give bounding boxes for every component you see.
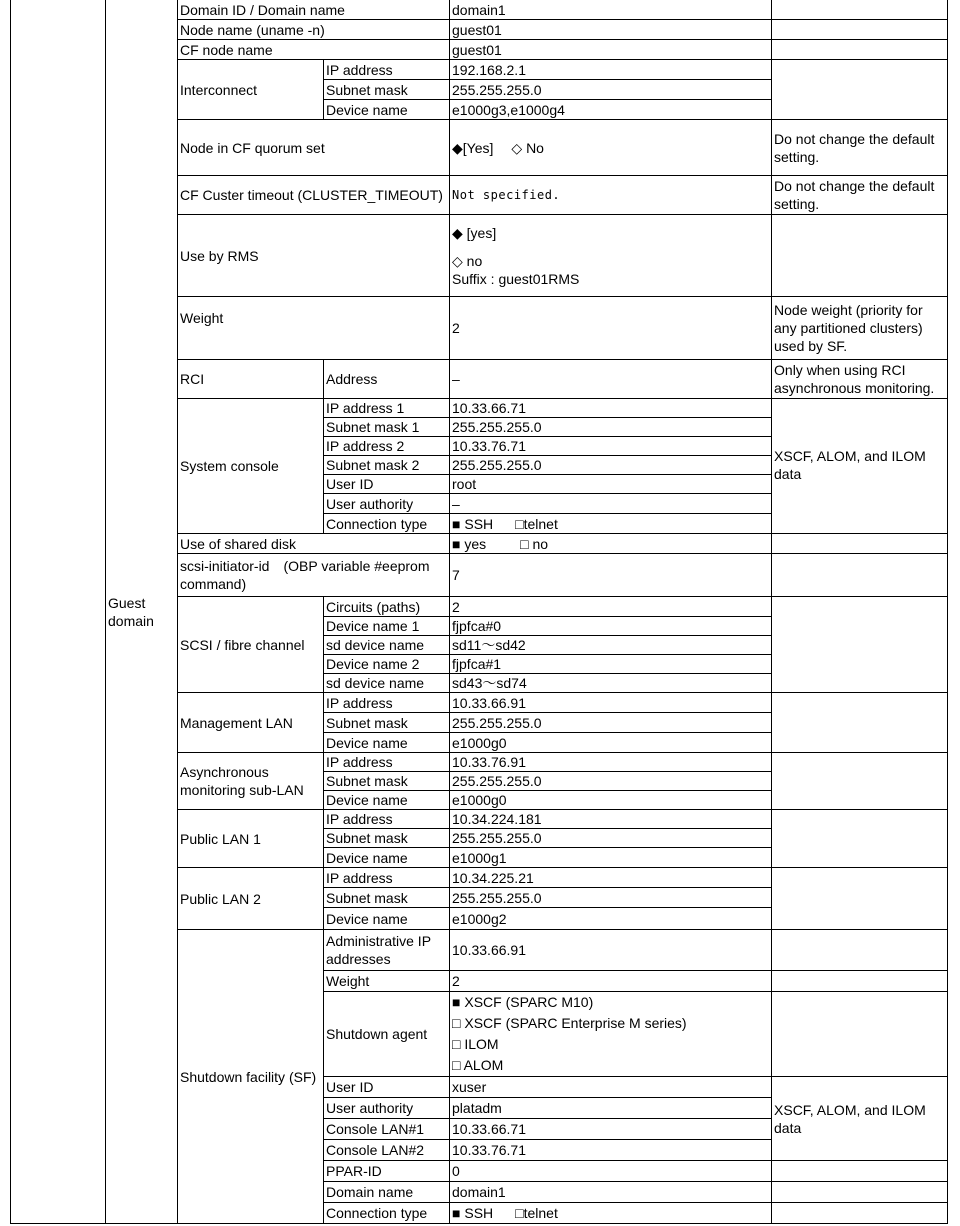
timeout-value: Not specified.: [450, 176, 772, 215]
console-label: System console: [178, 399, 324, 534]
pub-lan1-ip-value: 10.34.224.181: [450, 810, 772, 829]
mgmt-lan-mask-label: Subnet mask: [324, 713, 450, 733]
scsi-sd2-value: sd43～sd74: [450, 674, 772, 693]
node-name-value: guest01: [450, 20, 772, 40]
scsi-id-note: [772, 554, 948, 597]
scsi-note: [772, 597, 948, 693]
sf-note: XSCF, ALOM, and ILOM data: [772, 1077, 948, 1161]
async-lan-mask-value: 255.255.255.0: [450, 772, 772, 791]
sf-ssh-option: ■ SSH: [452, 1205, 494, 1221]
shared-disk-value: [450, 534, 772, 554]
scsi-paths-value: 2: [450, 597, 772, 617]
sf-uid-value: xuser: [450, 1077, 772, 1098]
scsi-dev2-value: fjpfca#1: [450, 655, 772, 674]
sf-lan2-label: Console LAN#2: [324, 1140, 450, 1161]
timeout-note: Do not change the default setting.: [772, 176, 948, 215]
interconnect-mask-label: Subnet mask: [324, 80, 450, 100]
section-label-guest-domain: Guest domain: [106, 0, 178, 1224]
quorum-value: [450, 120, 772, 176]
mgmt-lan-label: Management LAN: [178, 693, 324, 753]
scsi-sd1-label: sd device name: [324, 636, 450, 655]
scsi-dev1-label: Device name 1: [324, 617, 450, 636]
async-lan-mask-label: Subnet mask: [324, 772, 450, 791]
rms-suffix: Suffix : guest01RMS: [452, 270, 580, 287]
left-blank-column: [11, 0, 106, 1224]
console-mask2-label: Subnet mask 2: [324, 456, 450, 475]
rci-label: RCI: [178, 360, 324, 399]
pub-lan2-ip-value: 10.34.225.21: [450, 868, 772, 888]
console-conn-value: [450, 514, 772, 534]
console-uid-value: root: [450, 475, 772, 494]
cf-node-name-note: [772, 40, 948, 60]
async-lan-ip-value: 10.33.76.91: [450, 753, 772, 772]
scsi-dev2-label: Device name 2: [324, 655, 450, 674]
sf-dom-value: domain1: [450, 1182, 772, 1203]
console-ip1-label: IP address 1: [324, 399, 450, 418]
pub-lan1-dev-value: e1000g1: [450, 848, 772, 868]
console-ip2-value: 10.33.76.71: [450, 437, 772, 456]
mgmt-lan-dev-value: e1000g0: [450, 733, 772, 753]
sf-uid-label: User ID: [324, 1077, 450, 1098]
rci-address-label: Address: [324, 360, 450, 399]
sf-label: Shutdown facility (SF): [178, 930, 324, 1224]
sf-lan2-value: 10.33.76.71: [450, 1140, 772, 1161]
interconnect-ip-label: IP address: [324, 60, 450, 80]
sf-weight-label: Weight: [324, 971, 450, 992]
interconnect-label: Interconnect: [178, 60, 324, 120]
console-mask1-value: 255.255.255.0: [450, 418, 772, 437]
sf-lan1-label: Console LAN#1: [324, 1119, 450, 1140]
interconnect-device-value: e1000g3,e1000g4: [450, 100, 772, 120]
node-name-note: [772, 20, 948, 40]
sf-agent-value: [450, 992, 772, 1077]
domain-note: [772, 0, 948, 20]
cf-node-name-label: CF node name: [178, 40, 450, 60]
scsi-sd1-value: sd11～sd42: [450, 636, 772, 655]
console-ssh-option: ■ SSH: [452, 515, 494, 532]
mgmt-lan-dev-label: Device name: [324, 733, 450, 753]
quorum-label: Node in CF quorum set: [178, 120, 450, 176]
interconnect-mask-value: 255.255.255.0: [450, 80, 772, 100]
rci-address-value: –: [450, 360, 772, 399]
sf-conn-value: [450, 1203, 772, 1224]
pub-lan1-note: [772, 810, 948, 868]
sf-ppar-value: 0: [450, 1161, 772, 1182]
cf-node-name-value: guest01: [450, 40, 772, 60]
interconnect-device-label: Device name: [324, 100, 450, 120]
pub-lan1-label: Public LAN 1: [178, 810, 324, 868]
rms-note: [772, 215, 948, 297]
sf-ppar-label: PPAR-ID: [324, 1161, 450, 1182]
pub-lan1-ip-label: IP address: [324, 810, 450, 829]
weight-value: 2: [450, 297, 772, 360]
interconnect-note: [772, 60, 948, 120]
pub-lan2-dev-value: e1000g2: [450, 908, 772, 930]
weight-label: Weight: [178, 297, 450, 360]
mgmt-lan-mask-value: 255.255.255.0: [450, 713, 772, 733]
quorum-note: Do not change the default setting.: [772, 120, 948, 176]
sf-auth-value: platadm: [450, 1098, 772, 1119]
sf-admin-ip-value: 10.33.66.91: [450, 930, 772, 971]
shared-disk-no-option: □ no: [520, 535, 549, 552]
scsi-sd2-label: sd device name: [324, 674, 450, 693]
async-lan-label: Asynchronous monitoring sub-LAN: [178, 753, 324, 810]
scsi-dev1-value: fjpfca#0: [450, 617, 772, 636]
node-name-label: Node name (uname -n): [178, 20, 450, 40]
pub-lan1-mask-label: Subnet mask: [324, 829, 450, 848]
pub-lan2-ip-label: IP address: [324, 868, 450, 888]
pub-lan2-mask-label: Subnet mask: [324, 888, 450, 908]
console-uid-label: User ID: [324, 475, 450, 494]
timeout-label: CF Custer timeout (CLUSTER_TIMEOUT): [178, 176, 450, 215]
rms-value: [450, 215, 772, 297]
sf-agent-option-xscf-m10: ■ XSCF (SPARC M10): [452, 994, 594, 1010]
sf-weight-note: [772, 971, 948, 992]
domain-value: domain1: [450, 0, 772, 20]
scsi-paths-label: Circuits (paths): [324, 597, 450, 617]
console-ip1-value: 10.33.66.71: [450, 399, 772, 418]
console-conn-label: Connection type: [324, 514, 450, 534]
rms-no-option: ◇ no: [452, 252, 483, 269]
pub-lan2-label: Public LAN 2: [178, 868, 324, 930]
pub-lan1-dev-label: Device name: [324, 848, 450, 868]
console-mask2-value: 255.255.255.0: [450, 456, 772, 475]
console-telnet-option: □telnet: [515, 515, 558, 532]
mgmt-lan-ip-value: 10.33.66.91: [450, 693, 772, 713]
console-auth-value: –: [450, 494, 772, 514]
sf-agent-option-alom: □ ALOM: [452, 1057, 504, 1073]
sf-auth-label: User authority: [324, 1098, 450, 1119]
sf-agent-note: [772, 992, 948, 1077]
scsi-id-value: 7: [450, 554, 772, 597]
weight-note: Node weight (priority for any partitioned clusters) used by SF.: [772, 297, 948, 360]
console-mask1-label: Subnet mask 1: [324, 418, 450, 437]
sf-dom-note: [772, 1182, 948, 1203]
sf-telnet-option: □telnet: [515, 1205, 558, 1221]
console-note: XSCF, ALOM, and ILOM data: [772, 399, 948, 534]
console-ip2-label: IP address 2: [324, 437, 450, 456]
pub-lan2-dev-label: Device name: [324, 908, 450, 930]
sf-lan1-value: 10.33.66.71: [450, 1119, 772, 1140]
async-lan-note: [772, 753, 948, 810]
sf-agent-option-ilom: □ ILOM: [452, 1036, 499, 1052]
sf-conn-label: Connection type: [324, 1203, 450, 1224]
async-lan-ip-label: IP address: [324, 753, 450, 772]
scsi-id-label: scsi-initiator-id (OBP variable #eeprom command): [178, 554, 450, 597]
sf-admin-ip-note: [772, 930, 948, 971]
sf-admin-ip-label: Administrative IP addresses: [324, 930, 450, 971]
configuration-table: [10, 0, 948, 1224]
console-auth-label: User authority: [324, 494, 450, 514]
shared-disk-note: [772, 534, 948, 554]
shared-disk-label: Use of shared disk: [178, 534, 450, 554]
domain-label: Domain ID / Domain name: [178, 0, 450, 20]
pub-lan1-mask-value: 255.255.255.0: [450, 829, 772, 848]
sf-agent-label: Shutdown agent: [324, 992, 450, 1077]
sf-conn-note: [772, 1203, 948, 1224]
rci-note: Only when using RCI asynchronous monitoring.: [772, 360, 948, 399]
rms-label: Use by RMS: [178, 215, 450, 297]
sf-agent-option-xscf-m-series: □ XSCF (SPARC Enterprise M series): [452, 1015, 687, 1031]
quorum-yes-option: ◆[Yes]: [452, 139, 494, 156]
rms-yes-option: ◆ [yes]: [452, 224, 497, 241]
async-lan-dev-value: e1000g0: [450, 791, 772, 810]
sf-weight-value: 2: [450, 971, 772, 992]
mgmt-lan-ip-label: IP address: [324, 693, 450, 713]
mgmt-lan-note: [772, 693, 948, 753]
pub-lan2-note: [772, 868, 948, 930]
pub-lan2-mask-value: 255.255.255.0: [450, 888, 772, 908]
sf-ppar-note: [772, 1161, 948, 1182]
sf-dom-label: Domain name: [324, 1182, 450, 1203]
interconnect-ip-value: 192.168.2.1: [450, 60, 772, 80]
scsi-label: SCSI / fibre channel: [178, 597, 324, 693]
quorum-no-option: ◇ No: [511, 139, 544, 156]
shared-disk-yes-option: ■ yes: [452, 535, 487, 552]
async-lan-dev-label: Device name: [324, 791, 450, 810]
